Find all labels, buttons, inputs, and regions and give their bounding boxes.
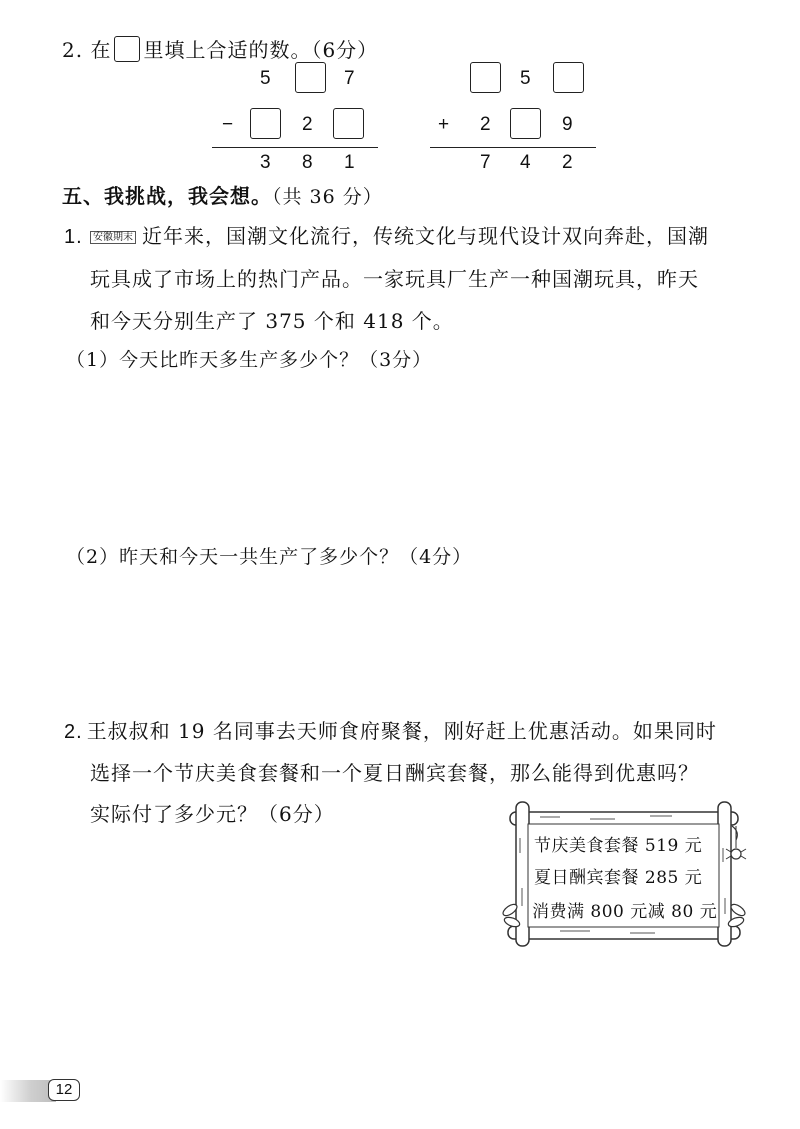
add-result-tens: 4	[520, 152, 531, 173]
sub-result-hundreds: 3	[260, 152, 271, 173]
problem1-line-3: 和今天分别生产了 375 个和 418 个。	[90, 309, 454, 333]
add-bottom-hundreds: 2	[480, 114, 491, 135]
answer-area-2[interactable]	[90, 578, 730, 688]
add-equals-line	[430, 147, 596, 148]
problem1-subquestion-2: （2）昨天和今天一共生产了多少个？（4分）	[66, 546, 473, 568]
problem2-number: 2.	[64, 721, 83, 743]
problem2-text-1: 王叔叔和 19 名同事去天师食府聚餐，刚好赶上优惠活动。如果同时	[86, 719, 717, 743]
fill-question-prompt	[62, 34, 378, 62]
sub-result-ones: 1	[344, 152, 355, 173]
sub-bottom-ones-blank[interactable]	[333, 108, 364, 139]
sub-operator: −	[222, 114, 234, 135]
problem2-line-2: 选择一个节庆美食套餐和一个夏日酬宾套餐，那么能得到优惠吗？	[90, 761, 699, 785]
sign-line-3: 消费满 800 元减 80 元	[532, 902, 718, 922]
add-result-hundreds: 7	[480, 152, 491, 173]
add-top-ones-blank[interactable]	[553, 62, 584, 93]
sub-equals-line	[212, 147, 378, 148]
answer-area-1[interactable]	[90, 380, 730, 530]
sign-line-2: 夏日酬宾套餐 285 元	[534, 868, 703, 888]
sub-top-hundreds: 5	[260, 68, 271, 89]
source-badge: 安徽期末	[90, 231, 136, 244]
sub-top-ones: 7	[344, 68, 355, 89]
sign-line-1: 节庆美食套餐 519 元	[534, 836, 703, 856]
section-points: （共 36 分）	[272, 186, 383, 208]
page-number: 12	[48, 1079, 80, 1101]
blank-box-sample	[114, 36, 140, 62]
add-top-tens: 5	[520, 68, 531, 89]
sub-bottom-hundreds-blank[interactable]	[250, 108, 281, 139]
add-operator: +	[438, 114, 450, 135]
problem1-line-2: 玩具成了市场上的热门产品。一家玩具厂生产一种国潮玩具，昨天	[90, 267, 699, 291]
problem1-number: 1.	[64, 226, 83, 248]
sub-bottom-tens: 2	[302, 114, 313, 135]
add-result-ones: 2	[562, 152, 573, 173]
price-sign	[500, 798, 750, 950]
problem1-line-1	[64, 220, 709, 249]
section-title: 五、我挑战，我会想。	[62, 184, 272, 208]
problem2-line-1	[64, 715, 717, 744]
fill-question-suffix: 里填上合适的数。（6分）	[143, 38, 379, 62]
answer-area-3[interactable]	[90, 835, 480, 1025]
section-heading	[62, 180, 383, 209]
sub-top-tens-blank[interactable]	[295, 62, 326, 93]
sub-result-tens: 8	[302, 152, 313, 173]
problem2-line-3: 实际付了多少元？（6分）	[90, 802, 335, 826]
add-bottom-ones: 9	[562, 114, 573, 135]
add-bottom-tens-blank[interactable]	[510, 108, 541, 139]
fill-question-prefix: 2. 在	[62, 38, 112, 62]
add-top-hundreds-blank[interactable]	[470, 62, 501, 93]
problem1-subquestion-1: （1）今天比昨天多生产多少个？（3分）	[66, 349, 433, 371]
problem1-text-1: 近年来，国潮文化流行，传统文化与现代设计双向奔赴，国潮	[142, 224, 710, 248]
